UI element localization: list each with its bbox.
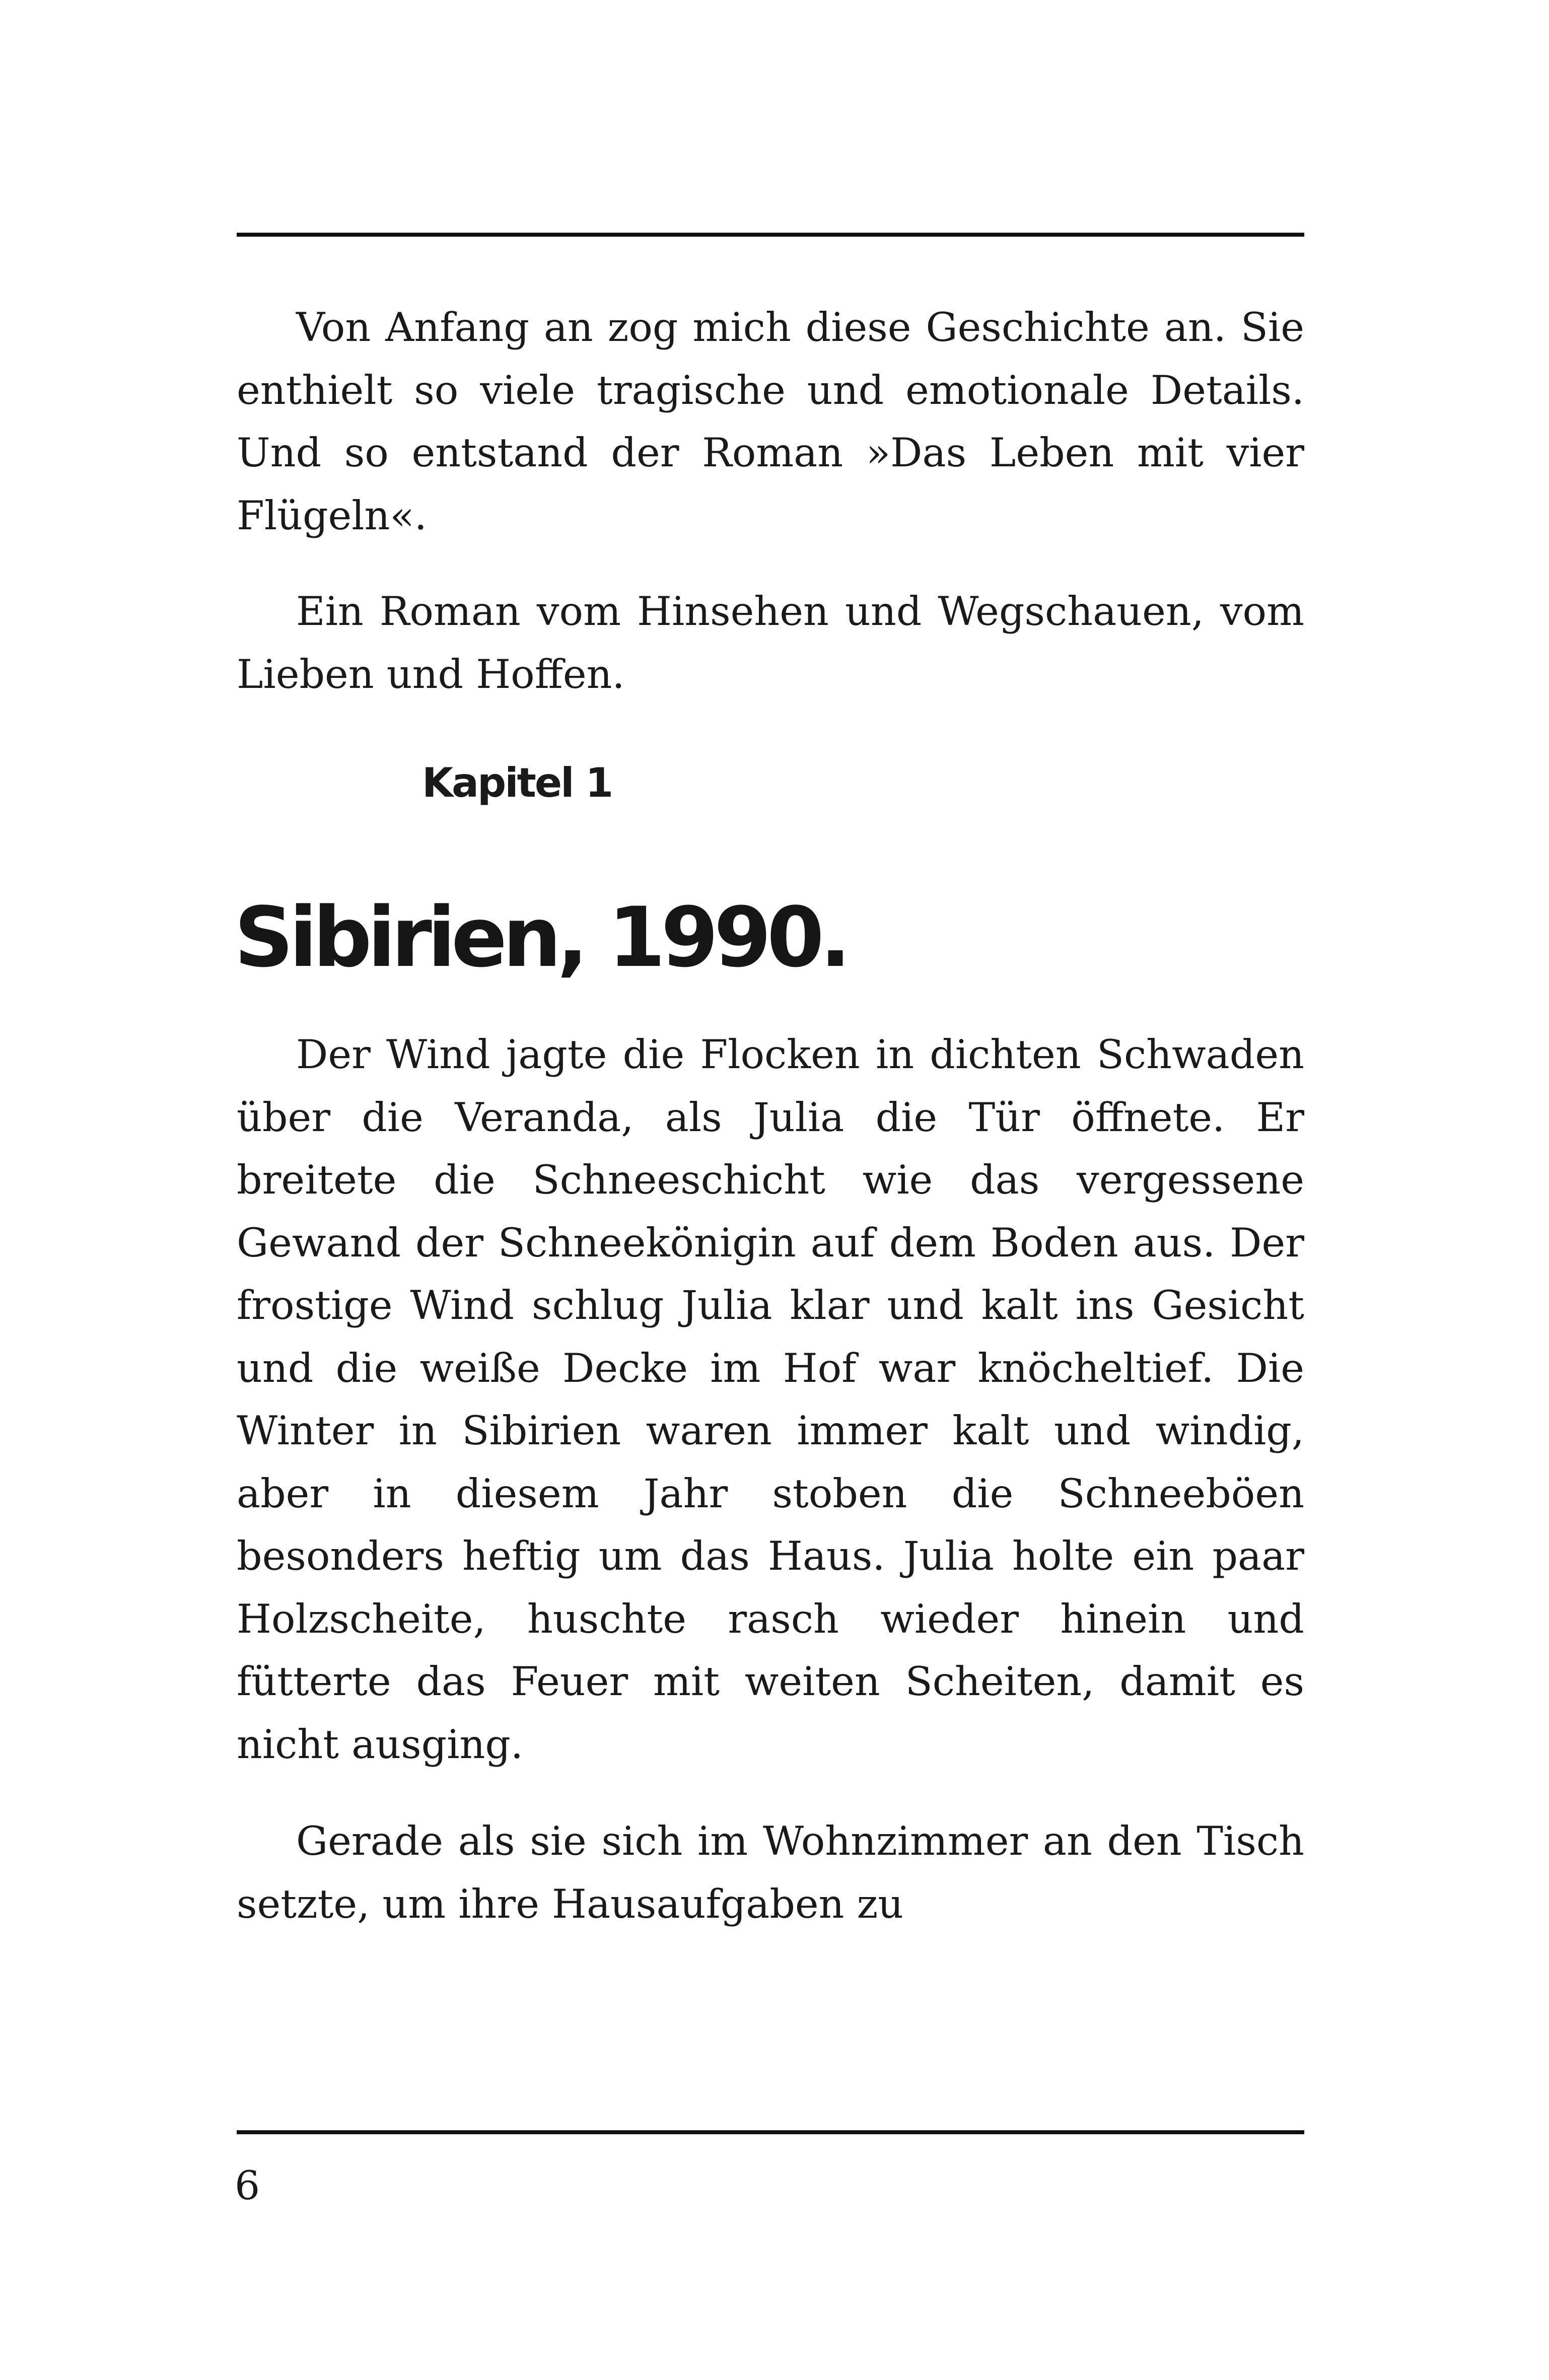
header-rule: [237, 233, 1304, 237]
intro-paragraph-1-text: Von Anfang an zog mich diese Geschichte an. Sie enthielt so viele tragische und emotionale Details. Und so entstand der Roman »Das Leben mit vier Flügeln«.: [237, 304, 1304, 539]
body-paragraph-1: [237, 1023, 1304, 1776]
intro-paragraph-1: [237, 296, 1304, 547]
page-number: 6: [235, 2162, 260, 2209]
chapter-title: Sibirien, 1990.: [234, 889, 847, 986]
body-paragraph-1-text: Der Wind jagte die Flocken in dichten Schwaden über die Veranda, als Julia die Tür öffnete. Er breitete die Schneeschicht wie das vergessene Gewand der Schneekönigin auf dem Boden aus. Der frostige Wind schlug Julia klar und kalt ins Gesicht und die weiße Decke im Hof war knöcheltief. Die Winter in Sibirien waren immer kalt und windig, aber in diesem Jahr stoben die Schneeböen besonders heftig um das Haus. Julia holte ein paar Holzscheite, huschte rasch wieder hinein und fütterte das Feuer mit weiten Scheiten, damit es nicht ausging.: [237, 1031, 1304, 1768]
intro-paragraph-2: [237, 580, 1304, 706]
chapter-label: Kapitel 1: [422, 759, 612, 806]
body-paragraph-2-text: Gerade als sie sich im Wohnzimmer an den Tisch setzte, um ihre Hausaufgaben zu: [237, 1818, 1304, 1927]
intro-paragraph-2-text: Ein Roman vom Hinsehen und Wegschauen, vom Lieben und Hoffen.: [237, 588, 1304, 697]
body-paragraph-2: [237, 1810, 1304, 1935]
footer-rule: [237, 2130, 1304, 2134]
